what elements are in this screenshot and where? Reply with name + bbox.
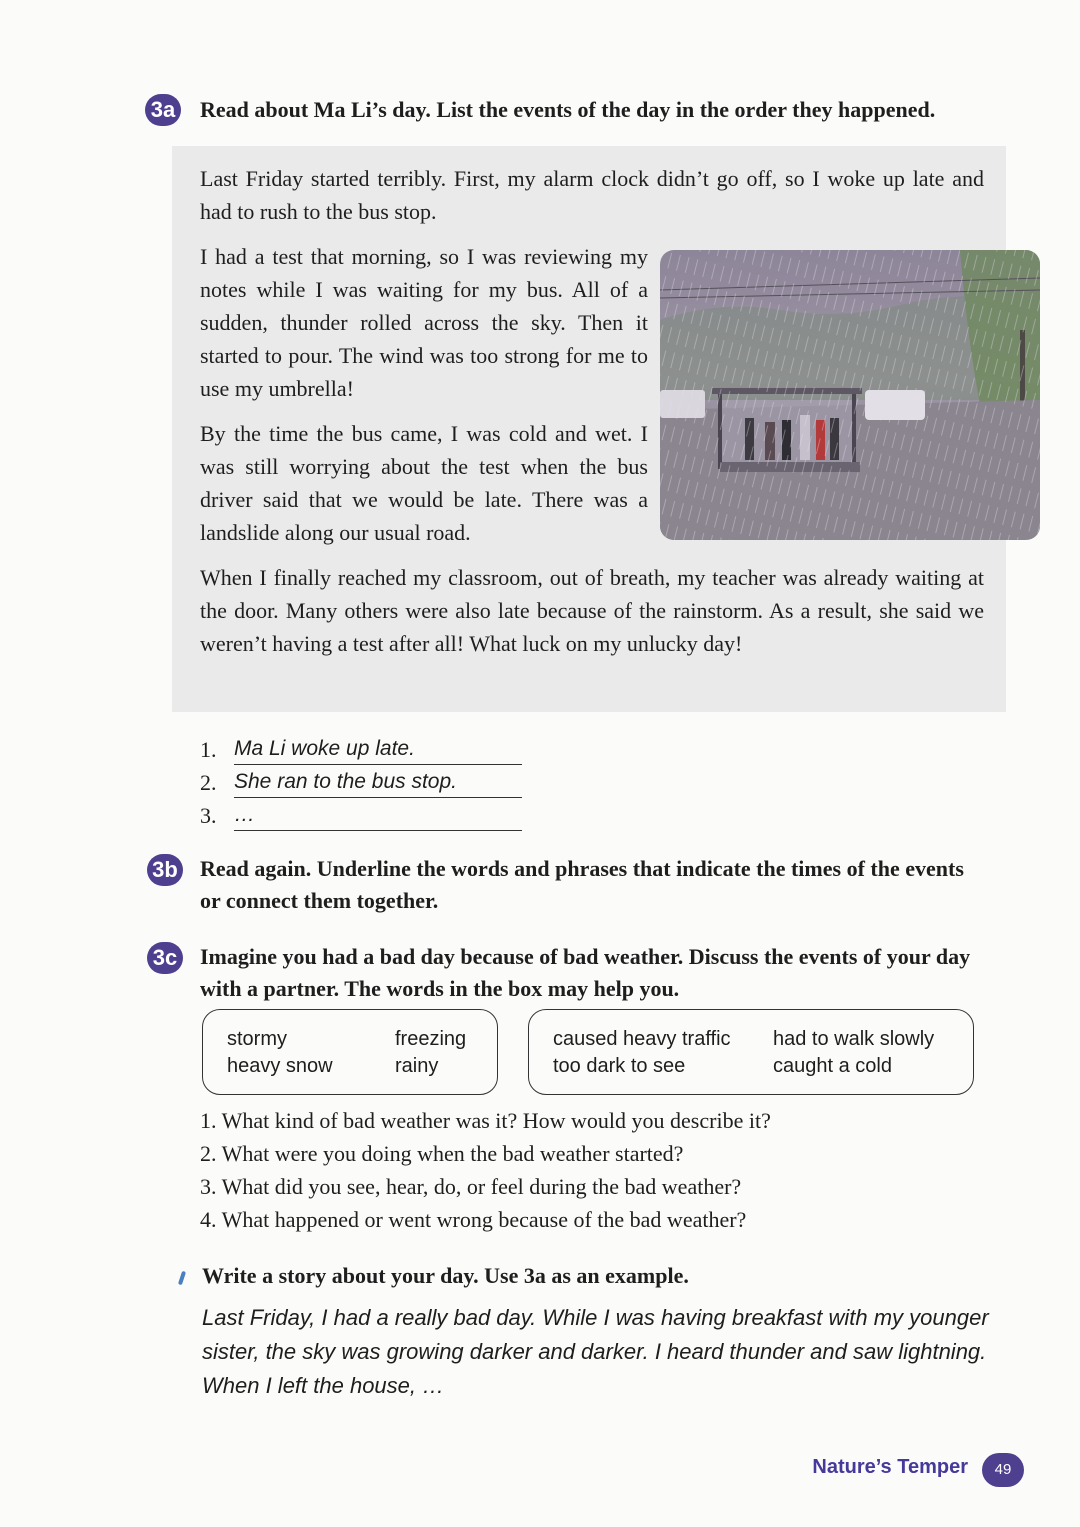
word-box-item: freezing xyxy=(395,1028,467,1050)
discussion-question-2: 2. What were you doing when the bad weather started? xyxy=(200,1141,684,1166)
page-number: 49 xyxy=(982,1453,1024,1487)
section-3b-instruction: Read again. Underline the words and phrases that indicate the times of the events or connect them together. xyxy=(200,856,964,913)
discussion-question-3: 3. What did you see, hear, do, or feel during the bad weather? xyxy=(200,1174,742,1199)
answer-number: 3. xyxy=(200,803,217,828)
section-3c-instruction: Imagine you had a bad day because of bad weather. Discuss the events of your day with a partner. The words in the box may help you. xyxy=(200,944,971,1001)
passage-paragraph-4: When I finally reached my classroom, out of breath, my teacher was already waiting at the door. Many others were also late because of the rainstorm. As a result, she said we weren’t having a test after all! What luck on my unlucky day! xyxy=(200,565,984,656)
answer-text[interactable]: … xyxy=(234,799,522,831)
word-box-item: heavy snow xyxy=(227,1055,333,1077)
word-box-item: too dark to see xyxy=(553,1055,686,1077)
pencil-mark-icon xyxy=(178,1271,186,1286)
section-badge-3b: 3b xyxy=(147,854,183,886)
passage-paragraph-2: I had a test that morning, so I was reviewing my notes while I was waiting for my bus. All of a sudden, thunder rolled across the sky. Then it started to pour. The wind was too strong for me to use my umbrella! xyxy=(200,244,648,401)
passage-paragraph-3: By the time the bus came, I was cold and wet. I was still worrying about the test when the bus driver said that we would be late. There was a landslide along our usual road. xyxy=(200,421,648,545)
word-box-item: had to walk slowly xyxy=(773,1028,935,1050)
word-box-item: caused heavy traffic xyxy=(553,1028,731,1050)
word-box-item: caught a cold xyxy=(773,1055,892,1077)
discussion-question-1: 1. What kind of bad weather was it? How would you describe it? xyxy=(200,1108,771,1133)
section-3a-instruction: Read about Ma Li’s day. List the events of the day in the order they happened. xyxy=(200,97,936,122)
answer-number: 2. xyxy=(200,770,217,795)
example-story-text: Last Friday, I had a really bad day. While I was having breakfast with my younger sister, the sky was growing darker and darker. I heard thunder and saw lightning. When I left the house, … xyxy=(202,1305,989,1398)
discussion-question-4: 4. What happened or went wrong because of the bad weather? xyxy=(200,1207,747,1232)
word-box-item: stormy xyxy=(227,1028,287,1050)
word-box-item: rainy xyxy=(395,1055,439,1077)
unit-title: Nature’s Temper xyxy=(812,1456,968,1478)
section-3d-instruction: Write a story about your day. Use 3a as an example. xyxy=(202,1263,689,1288)
rainstorm-bus-stop-photo xyxy=(660,250,1040,540)
passage-paragraph-1: Last Friday started terribly. First, my alarm clock didn’t go off, so I woke up late and had to rush to the bus stop. xyxy=(200,166,984,224)
answer-number: 1. xyxy=(200,737,217,762)
answer-text[interactable]: Ma Li woke up late. xyxy=(234,733,522,765)
section-badge-3c: 3c xyxy=(147,942,183,974)
word-box-weather xyxy=(202,1009,498,1095)
answer-text[interactable]: She ran to the bus stop. xyxy=(234,766,522,798)
word-box-effects xyxy=(528,1009,974,1095)
section-badge-3a: 3a xyxy=(145,94,181,126)
